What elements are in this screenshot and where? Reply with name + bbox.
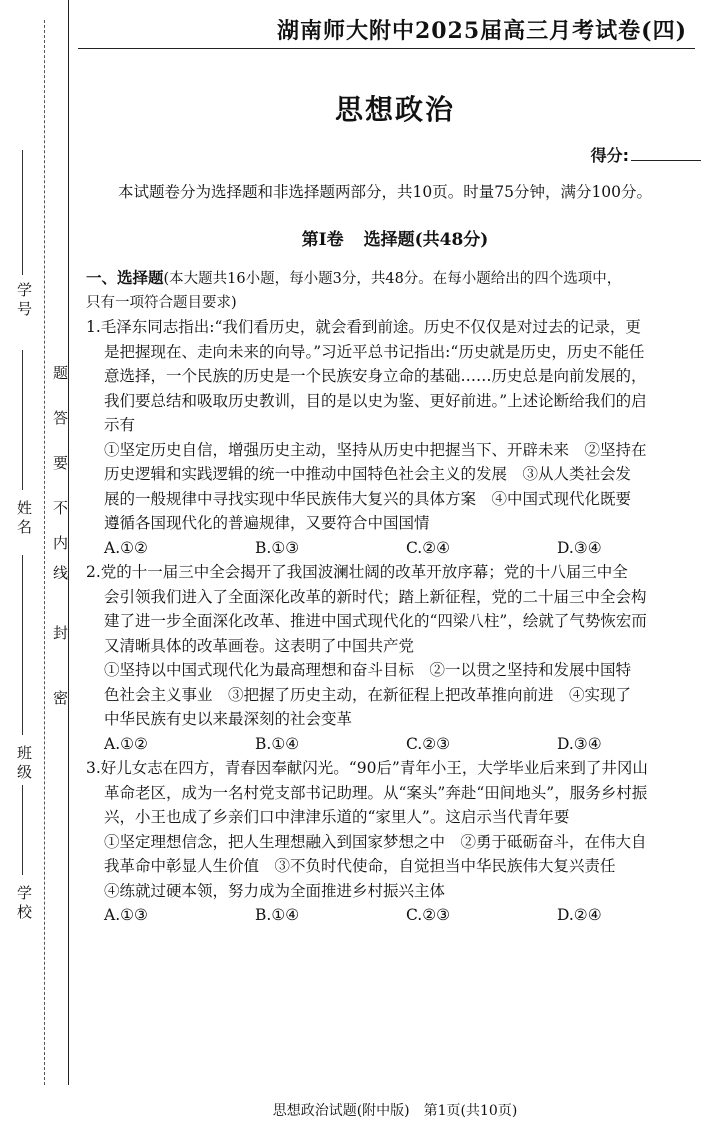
statement-line: 我革命中彰显人生价值 ③不负时代使命，自觉担当中华民族伟大复兴责任: [104, 857, 616, 875]
answer-options: [86, 536, 708, 561]
subject-title: 思想政治: [334, 93, 455, 126]
section-heading: 一、选择题: [86, 268, 164, 287]
statement-line: 色社会主义事业 ③把握了历史主动，在新征程上把改革推向前进 ④实现了: [104, 685, 632, 704]
question-text-line: 会引领我们进入了全面深化改革的新时代；踏上新征程，党的二十届三中全会构: [104, 587, 647, 606]
seal-char: 答: [51, 410, 69, 429]
option-d[interactable]: D.③④: [557, 538, 602, 557]
answer-options: [86, 903, 708, 928]
option-c[interactable]: C.②③: [406, 734, 451, 753]
exam-intro: 本试题卷分为选择题和非选择题两部分，共10页。时量75分钟，满分100分。: [118, 183, 653, 201]
question-text-line: 建了进一步全面深化改革、推进中国式现代化的“四梁八柱”，绘就了气势恢宏而: [104, 612, 647, 630]
header-rule: [78, 48, 695, 49]
question-text-line: 意选择，一个民族的历史是一个民族安身立命的基础……历史总是向前发展的，: [104, 367, 647, 385]
footer-name: 思想政治试题(附中版): [272, 1103, 410, 1119]
option-c[interactable]: C.②④: [406, 538, 451, 557]
part-subtitle: 选择题(共48分): [363, 230, 489, 250]
seal-char: 内: [51, 535, 69, 554]
statement-line: ①坚定理想信念，把人生理想融入到国家梦想之中 ②勇于砥砺奋斗，在伟大自: [104, 832, 647, 851]
field-line-student-id[interactable]: [22, 150, 23, 275]
question-text-line: 示有: [104, 416, 136, 434]
option-c[interactable]: C.②③: [406, 906, 451, 924]
seal-char: 不: [51, 500, 69, 519]
part-heading: [0, 225, 717, 250]
question-text-line: 1.毛泽东同志指出:“我们看历史，就会看到前途。历史不仅仅是对过去的记录，更: [86, 318, 641, 336]
section-note: (本大题共16小题，每小题3分，共48分。在每小题给出的四个选项中，: [163, 271, 622, 287]
page-footer: [0, 1100, 717, 1120]
option-a[interactable]: A.①②: [104, 538, 148, 557]
question-text-line: 兴，小王也成了乡亲们口中津津乐道的“家里人”。这启示当代青年要: [104, 808, 570, 826]
statement-line: 展的一般规律中寻找实现中华民族伟大复兴的具体方案 ④中国式现代化既要: [104, 489, 632, 508]
question-3: [86, 756, 708, 928]
part-title: 第Ⅰ卷: [301, 230, 344, 250]
binding-margin: [0, 0, 75, 1134]
question-text-line: 3.好儿女志在四方，青春因奉献闪光。“90后”青年小王，大学毕业后来到了井冈山: [86, 759, 648, 777]
option-d[interactable]: D.③④: [557, 734, 602, 753]
statement-line: ④练就过硬本领，努力成为全面推进乡村振兴主体: [104, 881, 446, 900]
score-blank[interactable]: [631, 160, 701, 161]
option-d[interactable]: D.②④: [557, 906, 602, 924]
section-note-cont: 只有一项符合题目要求): [86, 294, 237, 311]
statement-line: 历史逻辑和实践逻辑的统一中推动中国特色社会主义的发展 ③从人类社会发: [104, 465, 632, 483]
question-text-line: 我们要总结和吸取历史教训，目的是以史为鉴、更好前进。”上述论断给我们的启: [104, 391, 647, 410]
exam-title: 湖南师大附中2025届高三月考试卷(四): [276, 18, 687, 44]
question-text-line: 革命老区，成为一名村党支部书记助理。从“案头”奔赴“田间地头”，服务乡村振: [104, 783, 648, 802]
answer-options: [86, 732, 708, 757]
statement-line: ①坚持以中国式现代化为最高理想和奋斗目标 ②一以贯之坚持和发展中国特: [104, 661, 632, 679]
field-label-school: 学校: [15, 885, 33, 923]
score-field: [591, 143, 701, 166]
option-b[interactable]: B.①④: [255, 906, 300, 924]
page-number: 第1页(共10页): [423, 1103, 518, 1119]
question-1: [86, 315, 708, 560]
field-label-student-id: 学号: [15, 282, 33, 320]
field-line-class[interactable]: [22, 555, 23, 735]
field-label-class: 班级: [15, 745, 33, 783]
margin-dashed-line: [44, 20, 45, 1085]
question-text-line: 是把握现在、走向未来的向导。”习近平总书记指出:“历史就是历史，历史不能任: [104, 342, 645, 361]
field-line-school[interactable]: [22, 785, 23, 875]
seal-char: 线: [51, 565, 69, 584]
question-text-line: 2.党的十一届三中全会揭开了我国波澜壮阔的改革开放序幕；党的十八届三中全: [86, 563, 628, 581]
seal-char: 密: [51, 690, 69, 709]
option-a[interactable]: A.①③: [104, 906, 148, 924]
option-b[interactable]: B.①④: [255, 734, 300, 753]
score-label: 得分:: [590, 146, 629, 165]
question-2: [86, 560, 708, 756]
seal-char: 封: [51, 625, 69, 644]
statement-line: 中华民族有史以来最深刻的社会变革: [104, 710, 353, 728]
question-content: [86, 266, 708, 928]
question-text-line: 又清晰具体的改革画卷。这表明了中国共产党: [104, 636, 415, 655]
seal-char: 题: [51, 365, 69, 384]
field-label-name: 姓名: [15, 500, 33, 538]
statement-line: 遵循各国现代化的普遍规律，又要符合中国国情: [104, 514, 430, 532]
section-heading-line: [86, 266, 708, 291]
option-b[interactable]: B.①③: [255, 538, 300, 557]
seal-char: 要: [51, 455, 69, 474]
field-line-name[interactable]: [22, 350, 23, 490]
statement-line: ①坚定历史自信，增强历史主动，坚持从历史中把握当下、开辟未来 ②坚持在: [104, 440, 647, 459]
option-a[interactable]: A.①②: [104, 734, 148, 753]
